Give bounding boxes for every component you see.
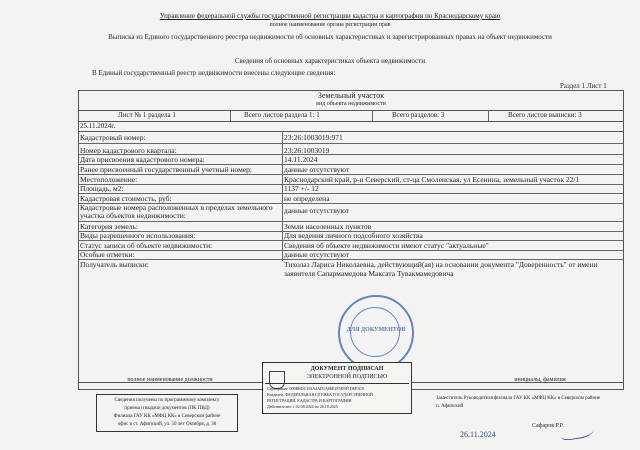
field-label: Площадь, м2: [80,184,124,193]
field-value-cont: заявителя Сапармамедова Максата Тувакмамедовича [284,269,454,278]
cert-line-3: РЕГИСТРАЦИИ, КАДАСТРА И КАРТОГРАФИИ [267,398,352,403]
blue-round-stamp [338,295,414,371]
divider [78,184,623,185]
extract-title: Выписка из Единого государственного реестра недвижимости об основных характеристиках и зарегистрированных правах на объект недвижимости [108,33,552,41]
column-divider [282,131,283,261]
mfc-line-4: офис в ст. Афипский, ул. 50 лет Октября, д. 30 [117,422,217,427]
cert-line-2: Владелец: ФЕДЕРАЛЬНАЯ СЛУЖБА ГОСУДАРСТВЕННОЙ [267,392,373,397]
total-sheets: Всего листов выписки: 3 [508,111,582,119]
field-value: Земли населенных пунктов [284,222,372,231]
section-title: Сведения об основных характеристиках объекта недвижимости [234,57,426,65]
extract-date: 25.11.2024г. [80,122,116,130]
agency-name: Управление федеральной службы государственной регистрации кадастра и картографии по Краснодарскому краю [159,12,501,20]
field-label: Кадастровые номера расположенных в пределах земельного [80,203,273,212]
right-note-2: п. Афипский [436,404,464,409]
field-value: Краснодарский край, р-н Северский, ст-ца Смоленская, ул Есенина, земельный участок 22/1 [284,175,580,184]
mfc-line-3: Филиала ГАУ КК «МФЦ КК» в Северском районе [113,414,221,419]
field-value: 1137 +/- 12 [284,184,319,193]
field-label: Кадастровая стоимость, руб: [80,194,172,203]
signed-label: ДОКУМЕНТ ПОДПИСАН [310,366,384,372]
field-value: Для ведения личного подсобного хозяйства [284,231,423,240]
field-label: Категория земель: [80,222,138,231]
field-label: Получатель выписки: [80,260,149,269]
sheet-number: Лист № 1 раздела 1 [118,111,176,119]
field-label: Ранее присвоенный государственный учетный номер: [80,165,252,174]
field-value: не определена [284,194,330,203]
field-value: данные отсутствуют [284,250,350,259]
right-date: 26.11.2024 [460,430,496,439]
right-note-1: Заместитель Руководителя филиала ГАУ КК «МФЦ КК» в Северском районе [436,396,600,401]
divider [488,110,489,121]
divider [78,143,623,144]
field-value: 14.11.2024 [284,155,318,164]
total-sections: Всего разделов: 3 [392,111,445,119]
mfc-line-1: Сведения получены по программному комплексу [114,398,220,403]
field-value: данные отсутствуют [284,165,350,174]
divider [78,121,624,122]
field-label: Статус записи об объекте недвижимости: [80,241,213,250]
divider [265,383,409,384]
stamp-text: ДЛЯ ДОКУМЕНТОВ [346,327,406,333]
divider [230,110,231,121]
object-type: Земельный участок [317,91,385,100]
name-caption: инициалы, фамилия [514,377,566,383]
cert-line-4: Действителен: с 02.08.2024 по 26.10.2025 [267,404,338,409]
total-sheets-section: Всего листов раздела 1: 1 [244,111,320,119]
object-type-caption: вид объекта недвижимости [316,101,386,107]
field-value: 23:26:1003019 [284,146,330,155]
field-label: Местоположение: [80,175,138,184]
field-label: Номер кадастрового квартала: [80,146,177,155]
divider [78,131,624,132]
intro-text: В Единый государственный реестр недвижимости внесены следующие сведения: [92,69,336,77]
e-signature-box [262,362,412,414]
signed-label-2: ЭЛЕКТРОННОЙ ПОДПИСЬЮ [306,374,388,380]
divider [372,110,373,121]
field-value: данные отсутствуют [284,206,350,215]
field-label: Особые отметки: [80,250,135,259]
field-value: Тихолаз Лариса Николаевна, действующий(ая) на основании документа "Доверенность" от имени [284,260,598,269]
divider [78,250,623,251]
field-label: Дата присвоения кадастрового номера: [80,155,205,164]
field-value: 23:26:1003019:971 [284,133,343,142]
section-number: Раздел 1 Лист 1 [560,82,607,90]
field-label: Кадастровый номер: [80,133,146,142]
cert-line-1: Сертификат: 009BBDC192A4AD1A86E2F5D5F1DEE3C0 [267,386,365,391]
field-label-cont: участка объектов недвижимости: [80,211,186,220]
agency-caption: полное наименование органа регистрации прав [269,22,391,28]
mfc-stamp-box [96,394,238,432]
field-value: Сведения об объекте недвижимости имеют статус "актуальные" [284,241,489,250]
mfc-line-2: приема и выдачи документов (ПК ПВД) [124,406,210,411]
position-caption: полное наименование должности [127,377,213,383]
field-label: Виды разрешенного использования: [80,231,196,240]
right-signer: Сафаров Р.Р. [532,423,564,429]
